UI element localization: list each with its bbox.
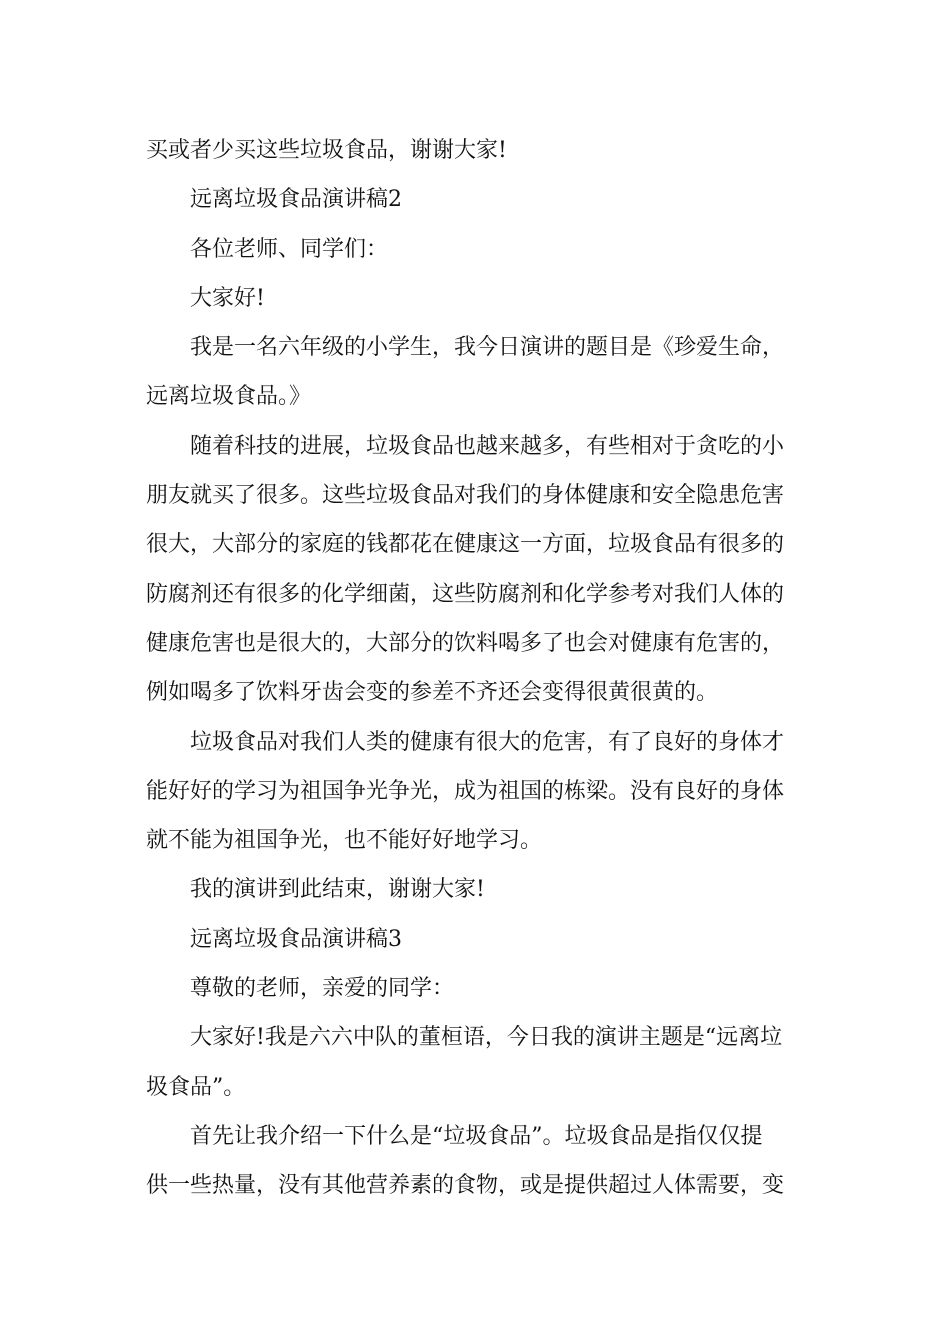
text-line: 能好好的学习为祖国争光争光，成为祖国的栋梁。没有良好的身体 — [146, 778, 785, 804]
document-body — [146, 126, 810, 1211]
paragraph-start: 大家好!我是六六中队的董桓语，今日我的演讲主题是“远离垃 — [190, 1025, 783, 1051]
text-line: 例如喝多了饮料牙齿会变的参差不齐还会变得很黄很黄的。 — [146, 680, 719, 706]
salutation: 尊敬的老师，亲爱的同学： — [190, 976, 455, 1002]
text-line: 防腐剂还有很多的化学细菌，这些防腐剂和化学参考对我们人体的 — [146, 581, 785, 607]
paragraph-start: 首先让我介绍一下什么是“垃圾食品”。垃圾食品是指仅仅提 — [190, 1123, 763, 1149]
paragraph-start: 我是一名六年级的小学生，我今日演讲的题目是《珍爱生命， — [190, 335, 785, 361]
salutation: 各位老师、同学们： — [190, 236, 389, 262]
text-line: 买或者少买这些垃圾食品，谢谢大家! — [146, 138, 507, 163]
text-line: 健康危害也是很大的，大部分的饮料喝多了也会对健康有危害的， — [146, 630, 785, 656]
text-line: 朋友就买了很多。这些垃圾食品对我们的身体健康和安全隐患危害 — [146, 483, 785, 509]
paragraph-start: 垃圾食品对我们人类的健康有很大的危害，有了良好的身体才 — [190, 729, 785, 755]
text-line: 远离垃圾食品。》 — [146, 384, 312, 410]
text-line: 供一些热量，没有其他营养素的食物，或是提供超过人体需要，变 — [146, 1173, 785, 1199]
text-line: 圾食品”。 — [146, 1074, 246, 1100]
closing-line: 我的演讲到此结束，谢谢大家! — [190, 877, 485, 903]
text-line: 就不能为祖国争光，也不能好好地学习。 — [146, 828, 543, 854]
greeting: 大家好! — [190, 285, 265, 311]
section-heading: 远离垃圾食品演讲稿3 — [190, 926, 402, 952]
paragraph-start: 随着科技的进展，垃圾食品也越来越多，有些相对于贪吃的小 — [190, 433, 785, 459]
text-line: 很大，大部分的家庭的钱都花在健康这一方面，垃圾食品有很多的 — [146, 532, 785, 558]
section-heading: 远离垃圾食品演讲稿2 — [190, 187, 402, 213]
